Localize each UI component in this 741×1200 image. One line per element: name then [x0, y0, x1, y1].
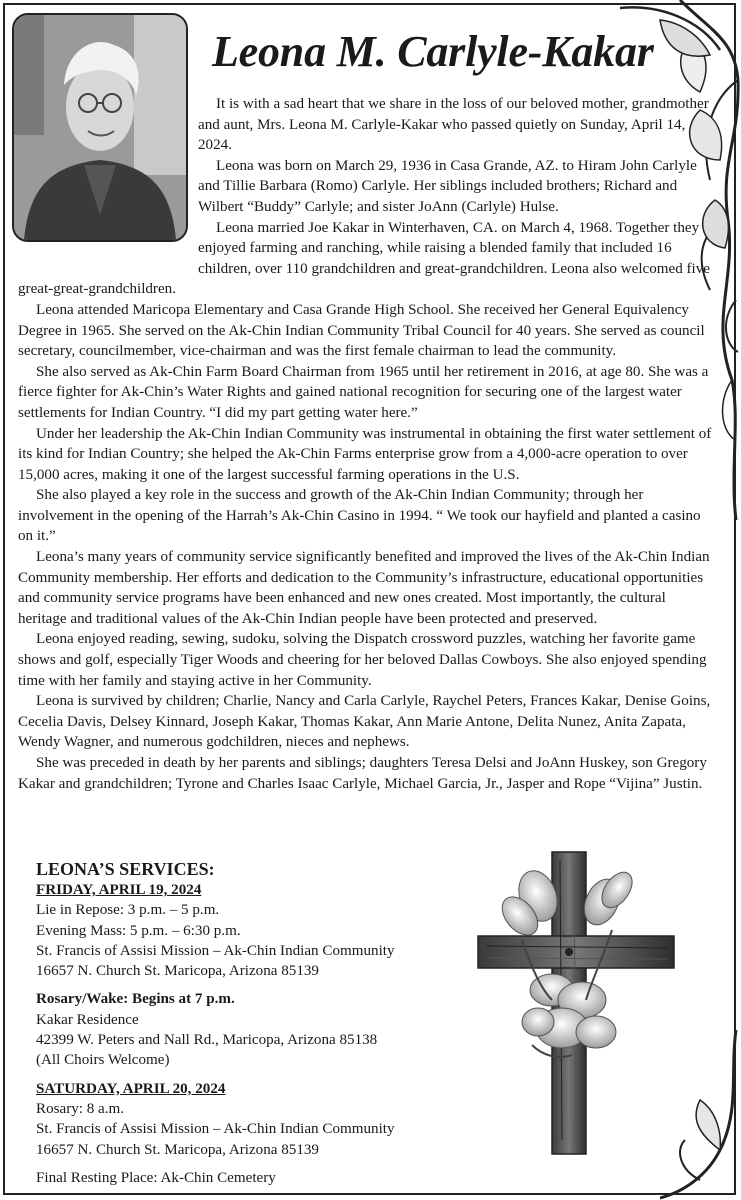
rosary-heading: Rosary/Wake: Begins at 7 p.m. — [36, 991, 235, 1008]
service-line: St. Francis of Assisi Mission – Ak-Chin Indian Community — [36, 1121, 395, 1138]
paragraph: Leona attended Maricopa Elementary and Casa Grande High School. She received her General Equivalency Degree in 1965. She served on the Ak-Chin Indian Community Tribal Council for 40 years. She served as council secretary, councilmember, vice-chairman and was the first female chairman to lead the community. — [18, 301, 705, 360]
paragraph: Under her leadership the Ak-Chin Indian Community was instrumental in obtaining the first water settlement of its kind for Indian Country; she helped the Ak-Chin Farms enterprise grow from a 4,000-acre operation to over 15,000 acres, making it one of the largest successful farming operations in the U.S. — [18, 425, 712, 483]
service-line: Kakar Residence — [36, 1011, 139, 1028]
obituary-body — [18, 94, 718, 794]
paragraph: She was preceded in death by her parents and siblings; daughters Teresa Delsi and JoAnn Huskey, son Gregory Kakar and grandchildren; Tyrone and Charles Isaac Carlyle, Michael Garcia, Jr., Jasper and Rope “Vijina” Justin. — [18, 755, 707, 792]
service-line: 16657 N. Church St. Maricopa, Arizona 85139 — [36, 963, 319, 980]
saturday-date: SATURDAY, APRIL 20, 2024 — [36, 1080, 226, 1097]
service-line: St. Francis of Assisi Mission – Ak-Chin Indian Community — [36, 942, 395, 959]
paragraph: She also served as Ak-Chin Farm Board Chairman from 1965 until her retirement in 2016, at age 80. She was a fierce fighter for Ak-Chin’s Water Rights and gained national recognition for securing one of the largest water settlements for Indian Country. “I did my part getting water here.” — [18, 363, 709, 421]
service-line: (All Choirs Welcome) — [36, 1052, 170, 1069]
photo-wrap-spacer — [18, 94, 198, 270]
paragraph: Leona married Joe Kakar in Winterhaven, CA. on March 4, 1968. Together they enjoyed farming and ranching, while raising a blended family that included 16 children, over 110 grandchildren and great-grandchildren. Leona also welcomed five great-great-grandchildren. — [18, 219, 711, 298]
services-section — [36, 858, 466, 1188]
paragraph: She also played a key role in the success and growth of the Ak-Chin Indian Community; through her involvement in the opening of the Harrah’s Ak-Chin Casino in 1994. “ We took our hayfield and planted a casino on it.” — [18, 487, 701, 545]
paragraph: Leona is survived by children; Charlie, Nancy and Carla Carlyle, Raychel Peters, Frances Kakar, Denise Goins, Cecelia Davis, Delsey Kinnard, Joseph Kakar, Thomas Kakar, Ann Marie Antone, Delita Nunez, Anita Zapata, Wendy Wagner, and numerous godchildren, nieces and nephews. — [18, 693, 711, 751]
service-line: 42399 W. Peters and Nall Rd., Maricopa, Arizona 85138 — [36, 1032, 378, 1049]
paragraph: Leona was born on March 29, 1936 in Casa Grande, AZ. to Hiram John Carlyle and Tillie Barbara (Romo) Carlyle. Her siblings included brothers; Richard and Wilbert “Buddy” Carlyle; and sister JoAnn (Carlyle) Hulse. — [198, 157, 697, 215]
service-line: Evening Mass: 5 p.m. – 6:30 p.m. — [36, 922, 241, 939]
services-heading: LEONA’S SERVICES: — [36, 859, 215, 879]
friday-date: FRIDAY, APRIL 19, 2024 — [36, 882, 202, 898]
paragraph: Leona’s many years of community service significantly benefited and improved the lives of the Ak-Chin Indian Community membership. Her efforts and dedication to the Community’s infrastructure, educational opportunities and community service programs have been enhanced and new ones created. Most importantly, the cultural heritage and traditional values of the Ak-Chin Indian people have been protected and preserved. — [18, 549, 710, 627]
wooden-cross-with-lilies-icon — [462, 850, 676, 1158]
paragraph: It is with a sad heart that we share in the loss of our beloved mother, grandmother and aunt, Mrs. Leona M. Carlyle-Kakar who passed quietly on Sunday, April 14, 2024. — [198, 96, 709, 154]
service-line: Rosary: 8 a.m. — [36, 1100, 125, 1117]
paragraph: Leona enjoyed reading, sewing, sudoku, solving the Dispatch crossword puzzles, watching her favorite game shows and golf, especially Tiger Woods and cheering for her beloved Dallas Cowboys. She also enjoyed spending time with her family and staying active in her Community. — [18, 631, 707, 689]
obituary-title: Leona M. Carlyle-Kakar — [212, 27, 654, 76]
service-line: Lie in Repose: 3 p.m. – 5 p.m. — [36, 902, 220, 919]
resting-place: Final Resting Place: Ak-Chin Cemetery — [36, 1169, 276, 1186]
service-line: 16657 N. Church St. Maricopa, Arizona 85139 — [36, 1141, 319, 1158]
